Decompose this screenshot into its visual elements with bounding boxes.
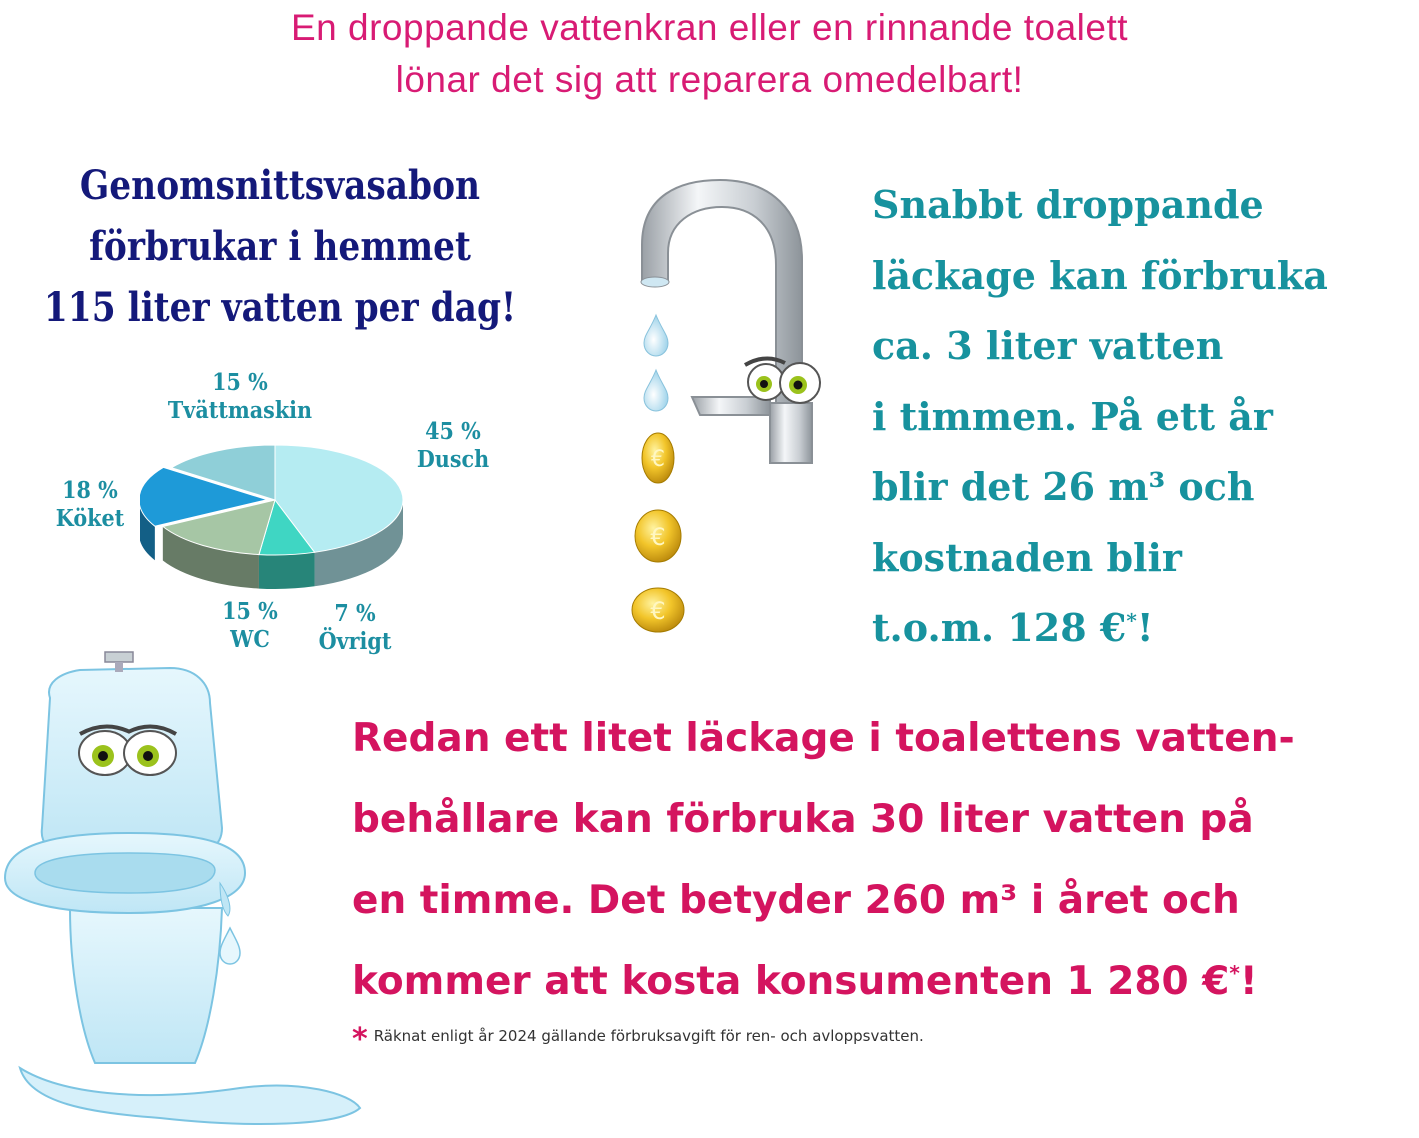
drip-line-6: kostnaden blir: [872, 534, 1182, 580]
euro-coin-icon: [642, 433, 674, 483]
pie-label-ovrigt-percent: 7 %: [334, 600, 376, 627]
toilet-footnote-marker: *: [1229, 961, 1240, 985]
faucet-icon: [641, 180, 820, 463]
toilet-exclamation: !: [1239, 959, 1258, 1004]
svg-text:€: €: [650, 523, 666, 551]
average-line-2: förbrukar i hemmet: [89, 223, 471, 270]
toilet-icon: [5, 652, 360, 1124]
pie-side-övrigt: [259, 552, 315, 589]
pie-label-dusch: [404, 418, 503, 474]
pie-label-wc-percent: 15 %: [222, 598, 278, 625]
pie-label-tvattmaskin-percent: 15 %: [212, 369, 268, 396]
svg-text:€: €: [650, 597, 666, 625]
drip-exclamation: !: [1136, 605, 1154, 650]
pie-label-koket-name: Köket: [55, 505, 125, 532]
water-drop-icon: [644, 370, 668, 411]
drip-line-7: [872, 593, 1328, 664]
drip-line-2: läckage kan förbruka: [872, 252, 1328, 298]
toilet-line-1: Redan ett litet läckage i toalettens vatten-: [352, 716, 1295, 761]
drip-line-3: ca. 3 liter vatten: [872, 323, 1224, 368]
euro-coin-icon: [632, 588, 684, 632]
headline: [0, 2, 1419, 106]
faucet-illustration: [620, 175, 850, 645]
pie-label-wc-name: WC: [230, 626, 270, 653]
footnote-text: Räknat enligt år 2024 gällande förbruksavgift för ren- och avloppsvatten.: [373, 1027, 924, 1045]
toilet-illustration: [0, 648, 370, 1138]
average-consumption-text: [39, 155, 521, 338]
toilet-line-3: en timme. Det betyder 260 m³ i året och: [352, 878, 1240, 923]
pie-label-koket: [45, 477, 135, 533]
pie-label-ovrigt-name: Övrigt: [318, 628, 392, 655]
svg-text:€: €: [651, 447, 665, 472]
drip-line-1: Snabbt droppande: [872, 182, 1264, 227]
pie-label-wc: [205, 598, 295, 654]
toilet-line-2: behållare kan förbruka 30 liter vatten på: [352, 797, 1254, 842]
footnote-asterisk: *: [352, 1022, 368, 1057]
dripping-faucet-text: [872, 170, 1328, 664]
headline-line-1: En droppande vattenkran eller en rinnande toalett: [290, 7, 1129, 48]
drip-footnote-marker: *: [1126, 608, 1137, 633]
pie-label-tvattmaskin-name: Tvättmaskin: [167, 397, 313, 424]
pie-chart: [140, 430, 420, 600]
drip-cost: t.o.m. 128 €: [872, 605, 1127, 650]
toilet-cost: kommer att kosta konsumenten 1 280 €: [352, 959, 1230, 1004]
pie-label-tvattmaskin: [159, 369, 321, 425]
drip-line-5: blir det 26 m³ och: [872, 464, 1255, 509]
euro-coin-icon: [635, 510, 681, 562]
water-drop-icon: [644, 315, 668, 356]
headline-line-2: lönar det sig att reparera omedelbart!: [395, 59, 1024, 100]
pie-label-dusch-percent: 45 %: [425, 418, 481, 445]
pie-label-koket-percent: 18 %: [62, 477, 118, 504]
toilet-leak-text: [352, 698, 1295, 1022]
toilet-line-4: [352, 941, 1295, 1022]
pie-label-dusch-name: Dusch: [416, 446, 490, 473]
footnote: [352, 1022, 924, 1057]
average-line-1: Genomsnittsvasabon: [79, 162, 481, 209]
drip-line-4: i timmen. På ett år: [872, 393, 1273, 439]
average-line-3: 115 liter vatten per dag!: [43, 284, 517, 331]
